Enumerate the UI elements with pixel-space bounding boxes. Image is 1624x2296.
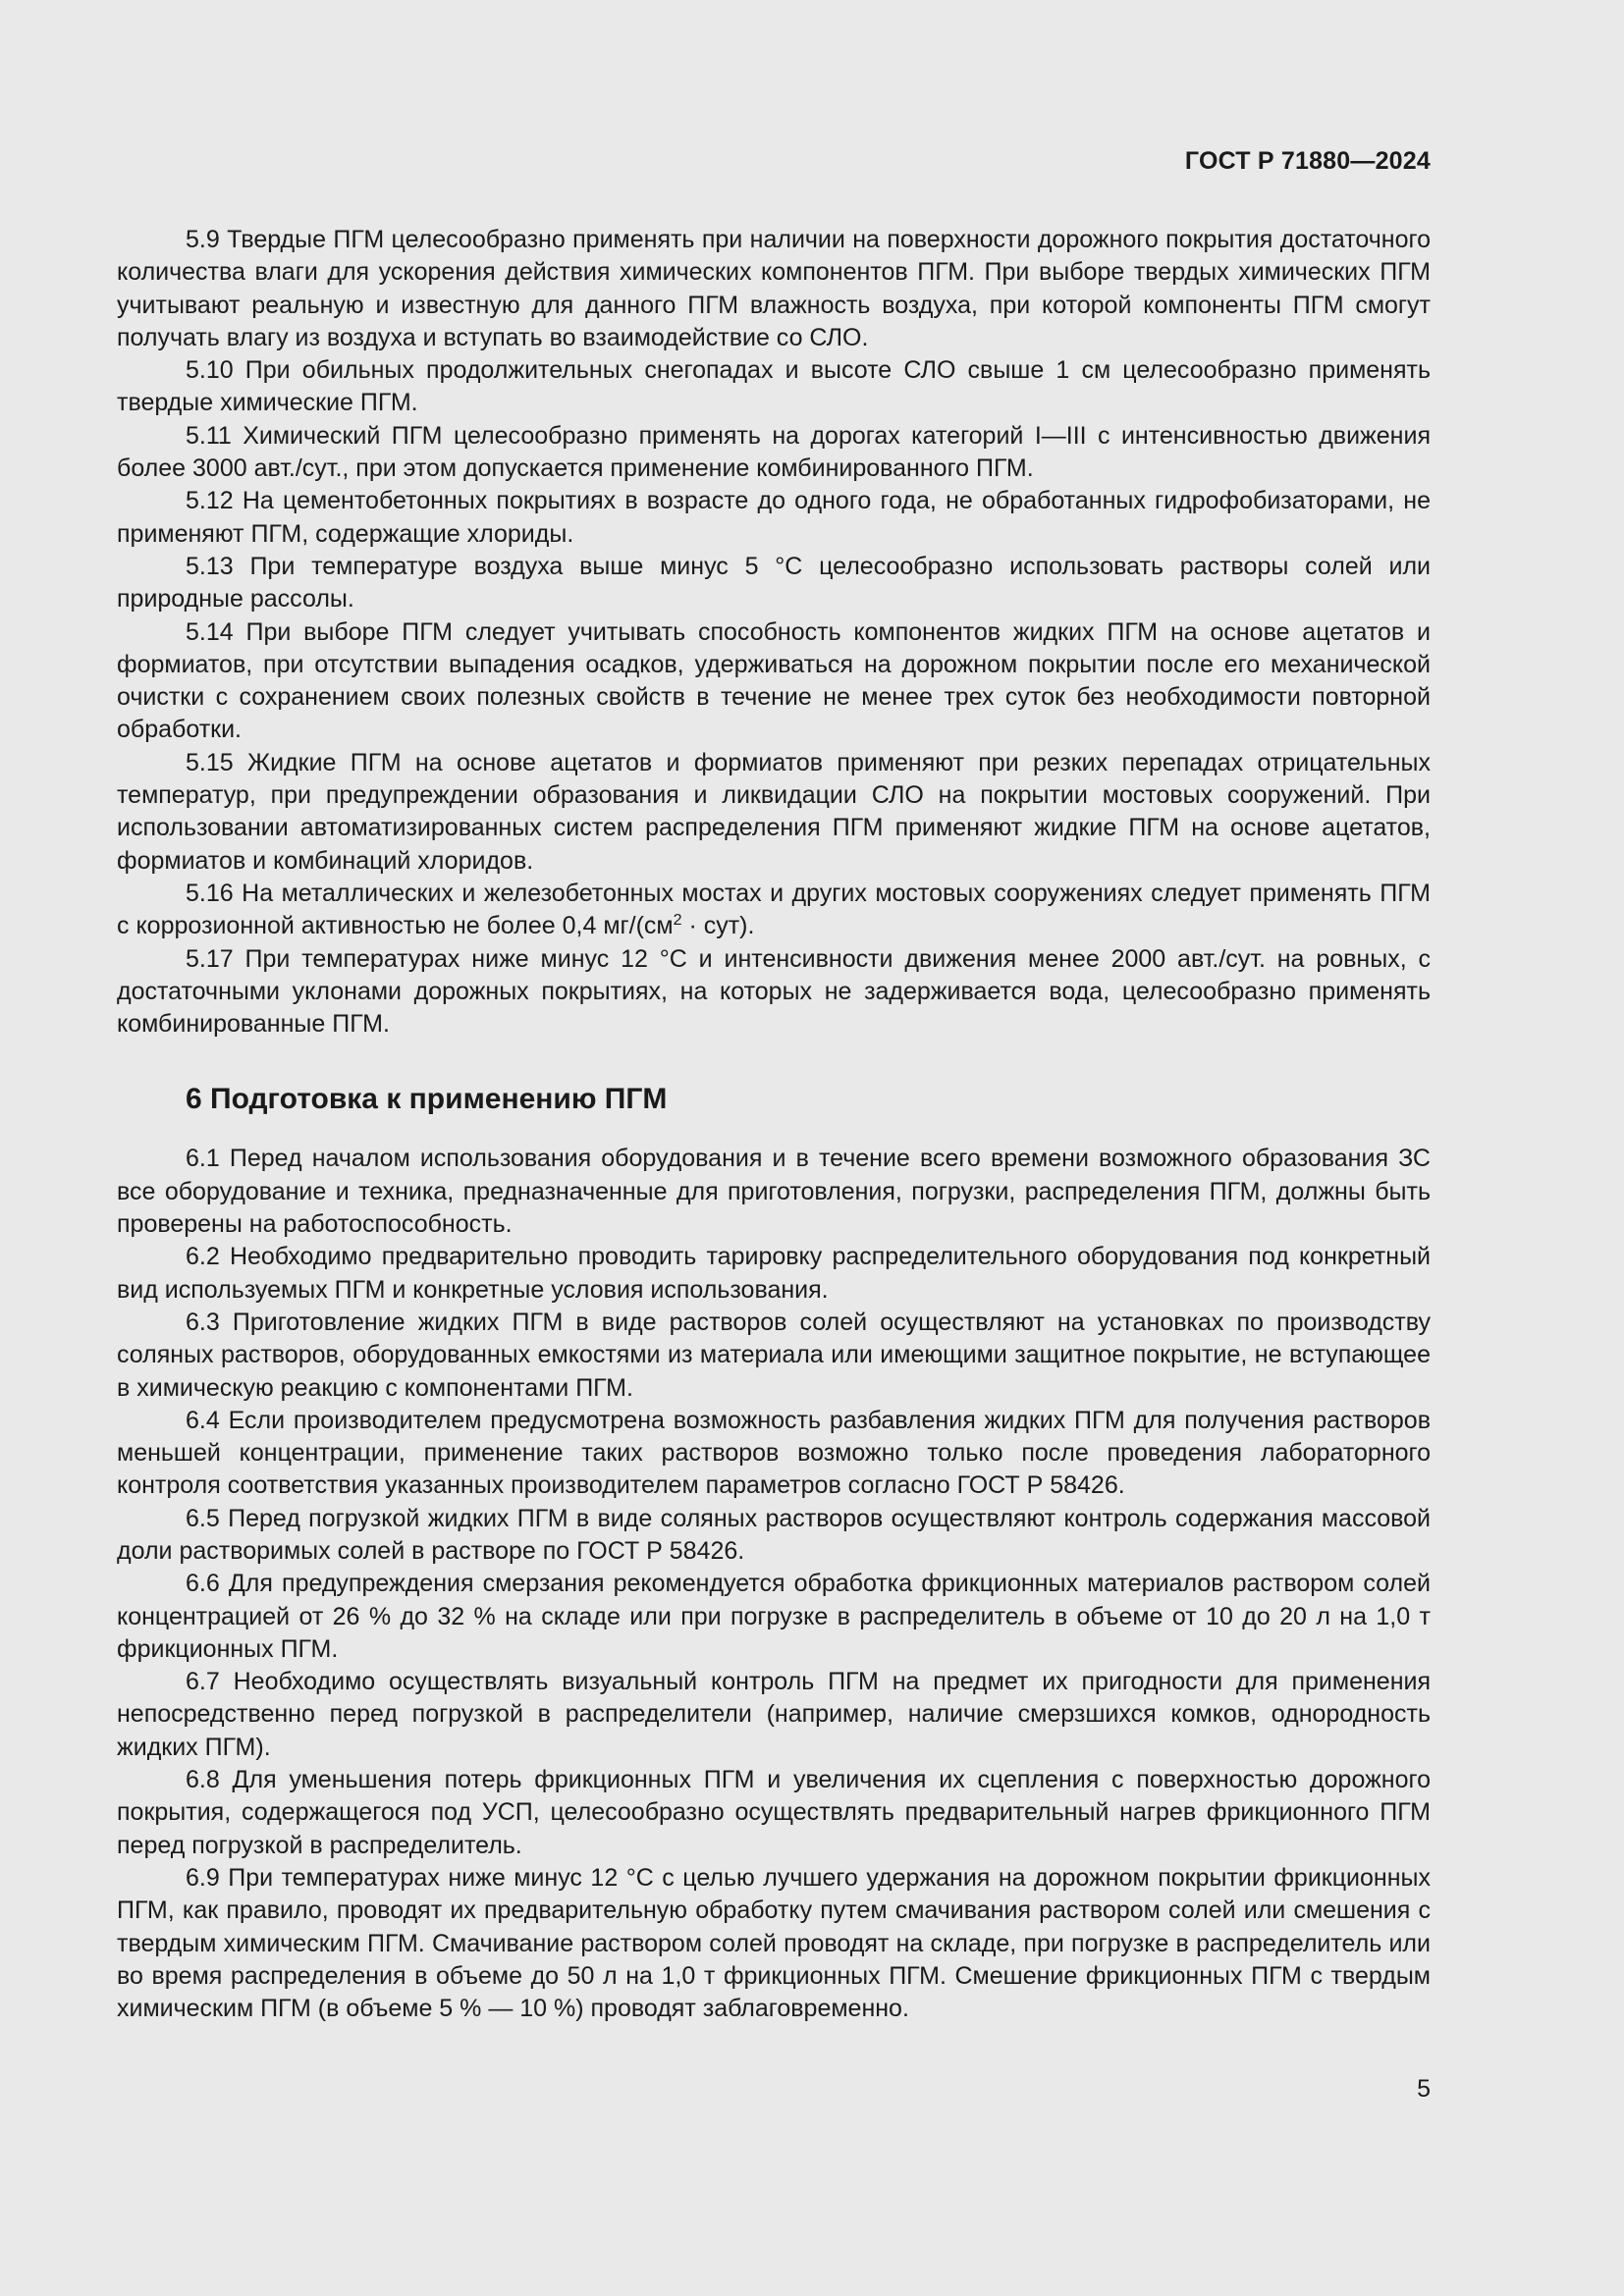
paragraph-5-13: 5.13 При температуре воздуха выше минус 5 °С целесообразно использовать растворы солей или природные рассолы. (117, 552, 1431, 614)
paragraph-6-6: 6.6 Для предупреждения смерзания рекомендуется обработка фрикционных материалов раствором солей концентрацией от 26 % до 32 % на складе или при погрузке в распределитель в объеме от 10 до 20 л на 1,0 т фрикционных ПГМ. (117, 1570, 1431, 1663)
paragraph-6-3: 6.3 Приготовление жидких ПГМ в виде растворов солей осуществляют на установках по производству соляных растворов, оборудованных емкостями из материала или имеющими защитное покрытие, не вступающее в химическую реакцию с компонентами ПГМ. (117, 1308, 1431, 1402)
paragraph-6-5: 6.5 Перед погрузкой жидких ПГМ в виде соляных растворов осуществляют контроль содержания массовой доли растворимых солей в растворе по ГОСТ Р 58426. (117, 1504, 1431, 1565)
document-code-header: ГОСТ Р 71880—2024 (1184, 147, 1431, 175)
paragraph-5-11: 5.11 Химический ПГМ целесообразно применять на дорогах категорий I—III с интенсивностью движения более 3000 авт./сут., при этом допускается применение комбинированного ПГМ. (117, 421, 1431, 483)
paragraph-6-8: 6.8 Для уменьшения потерь фрикционных ПГМ и увеличения их сцепления с поверхностью дорожного покрытия, содержащегося под УСП, целесообразно осуществлять предварительный нагрев фрикционного ПГМ перед погрузкой в распределитель. (117, 1766, 1431, 1859)
superscript-2: 2 (673, 912, 682, 930)
paragraph-5-17: 5.17 При температурах ниже минус 12 °С и интенсивности движения менее 2000 авт./сут. на ровных, с достаточными уклонами дорожных покрытиях, на которых не задерживается вода, целесообразно применять комбинированные ПГМ. (117, 944, 1431, 1039)
paragraph-6-1: 6.1 Перед началом использования оборудования и в течение всего времени возможного образования ЗС все оборудование и техника, предназначенные для приготовления, погрузки, распределения ПГМ, должны быть проверены на работоспособность. (117, 1145, 1431, 1239)
document-body (117, 224, 1431, 2025)
paragraph-5-12: 5.12 На цементобетонных покрытиях в возрасте до одного года, не обработанных гидрофобизаторами, не применяют ПГМ, содержащие хлориды. (117, 487, 1431, 548)
page-number: 5 (1417, 2075, 1431, 2103)
paragraph-5-9: 5.9 Твердые ПГМ целесообразно применять при наличии на поверхности дорожного покрытия достаточного количества влаги для ускорения действия химических компонентов ПГМ. При выборе твердых химических ПГМ учитывают реальную и известную для данного ПГМ влажность воздуха, при которой компоненты ПГМ смогут получать влагу из воздуха и вступать во взаимодействие со СЛО. (117, 226, 1431, 351)
paragraph-5-14: 5.14 При выборе ПГМ следует учитывать способность компонентов жидких ПГМ на основе ацетатов и формиатов, при отсутствии выпадения осадков, удерживаться на дорожном покрытии после его механической очистки с сохранением своих полезных свойств в течение не менее трех суток без необходимости повторной обработки. (117, 617, 1431, 744)
paragraph-5-16 (117, 878, 1431, 943)
paragraph-5-10: 5.10 При обильных продолжительных снегопадах и высоте СЛО свыше 1 см целесообразно применять твердые химические ПГМ. (117, 356, 1431, 417)
paragraph-6-2: 6.2 Необходимо предварительно проводить тарировку распределительного оборудования под конкретный вид используемых ПГМ и конкретные условия использования. (117, 1243, 1431, 1304)
paragraph-6-4: 6.4 Если производителем предусмотрена возможность разбавления жидких ПГМ для получения растворов меньшей концентрации, применение таких растворов возможно только после проведения лабораторного контроля соответствия указанных производителем параметров согласно ГОСТ Р 58426. (117, 1406, 1431, 1500)
paragraph-6-9: 6.9 При температурах ниже минус 12 °С с целью лучшего удержания на дорожном покрытии фрикционных ПГМ, как правило, проводят их предварительную обработку путем смачивания раствором солей или смешения с твердым химическим ПГМ. Смачивание раствором солей проводят на складе, при погрузке в распределитель или во время распределения в объеме до 50 л на 1,0 т фрикционных ПГМ. Смешение фрикционных ПГМ с твердым химическим ПГМ (в объеме 5 % — 10 %) проводят заблаговременно. (117, 1863, 1431, 2023)
paragraph-5-16-tail: · сут). (681, 912, 755, 940)
paragraph-5-16-text: 5.16 На металлических и железобетонных мостах и других мостовых сооружениях следует применять ПГМ с коррозионной активностью не более 0,4 мг/(см (117, 879, 1431, 940)
paragraph-5-15: 5.15 Жидкие ПГМ на основе ацетатов и формиатов применяют при резких перепадах отрицательных температур, при предупреждении образования и ликвидации СЛО на покрытии мостовых сооружений. При использовании автоматизированных систем распределения ПГМ применяют жидкие ПГМ на основе ацетатов, формиатов и комбинаций хлоридов. (117, 748, 1431, 875)
paragraph-6-7: 6.7 Необходимо осуществлять визуальный контроль ПГМ на предмет их пригодности для применения непосредственно перед погрузкой в распределители (например, наличие смерзшихся комков, однородность жидких ПГМ). (117, 1668, 1431, 1761)
section-6-heading: 6 Подготовка к применению ПГМ (186, 1083, 668, 1116)
